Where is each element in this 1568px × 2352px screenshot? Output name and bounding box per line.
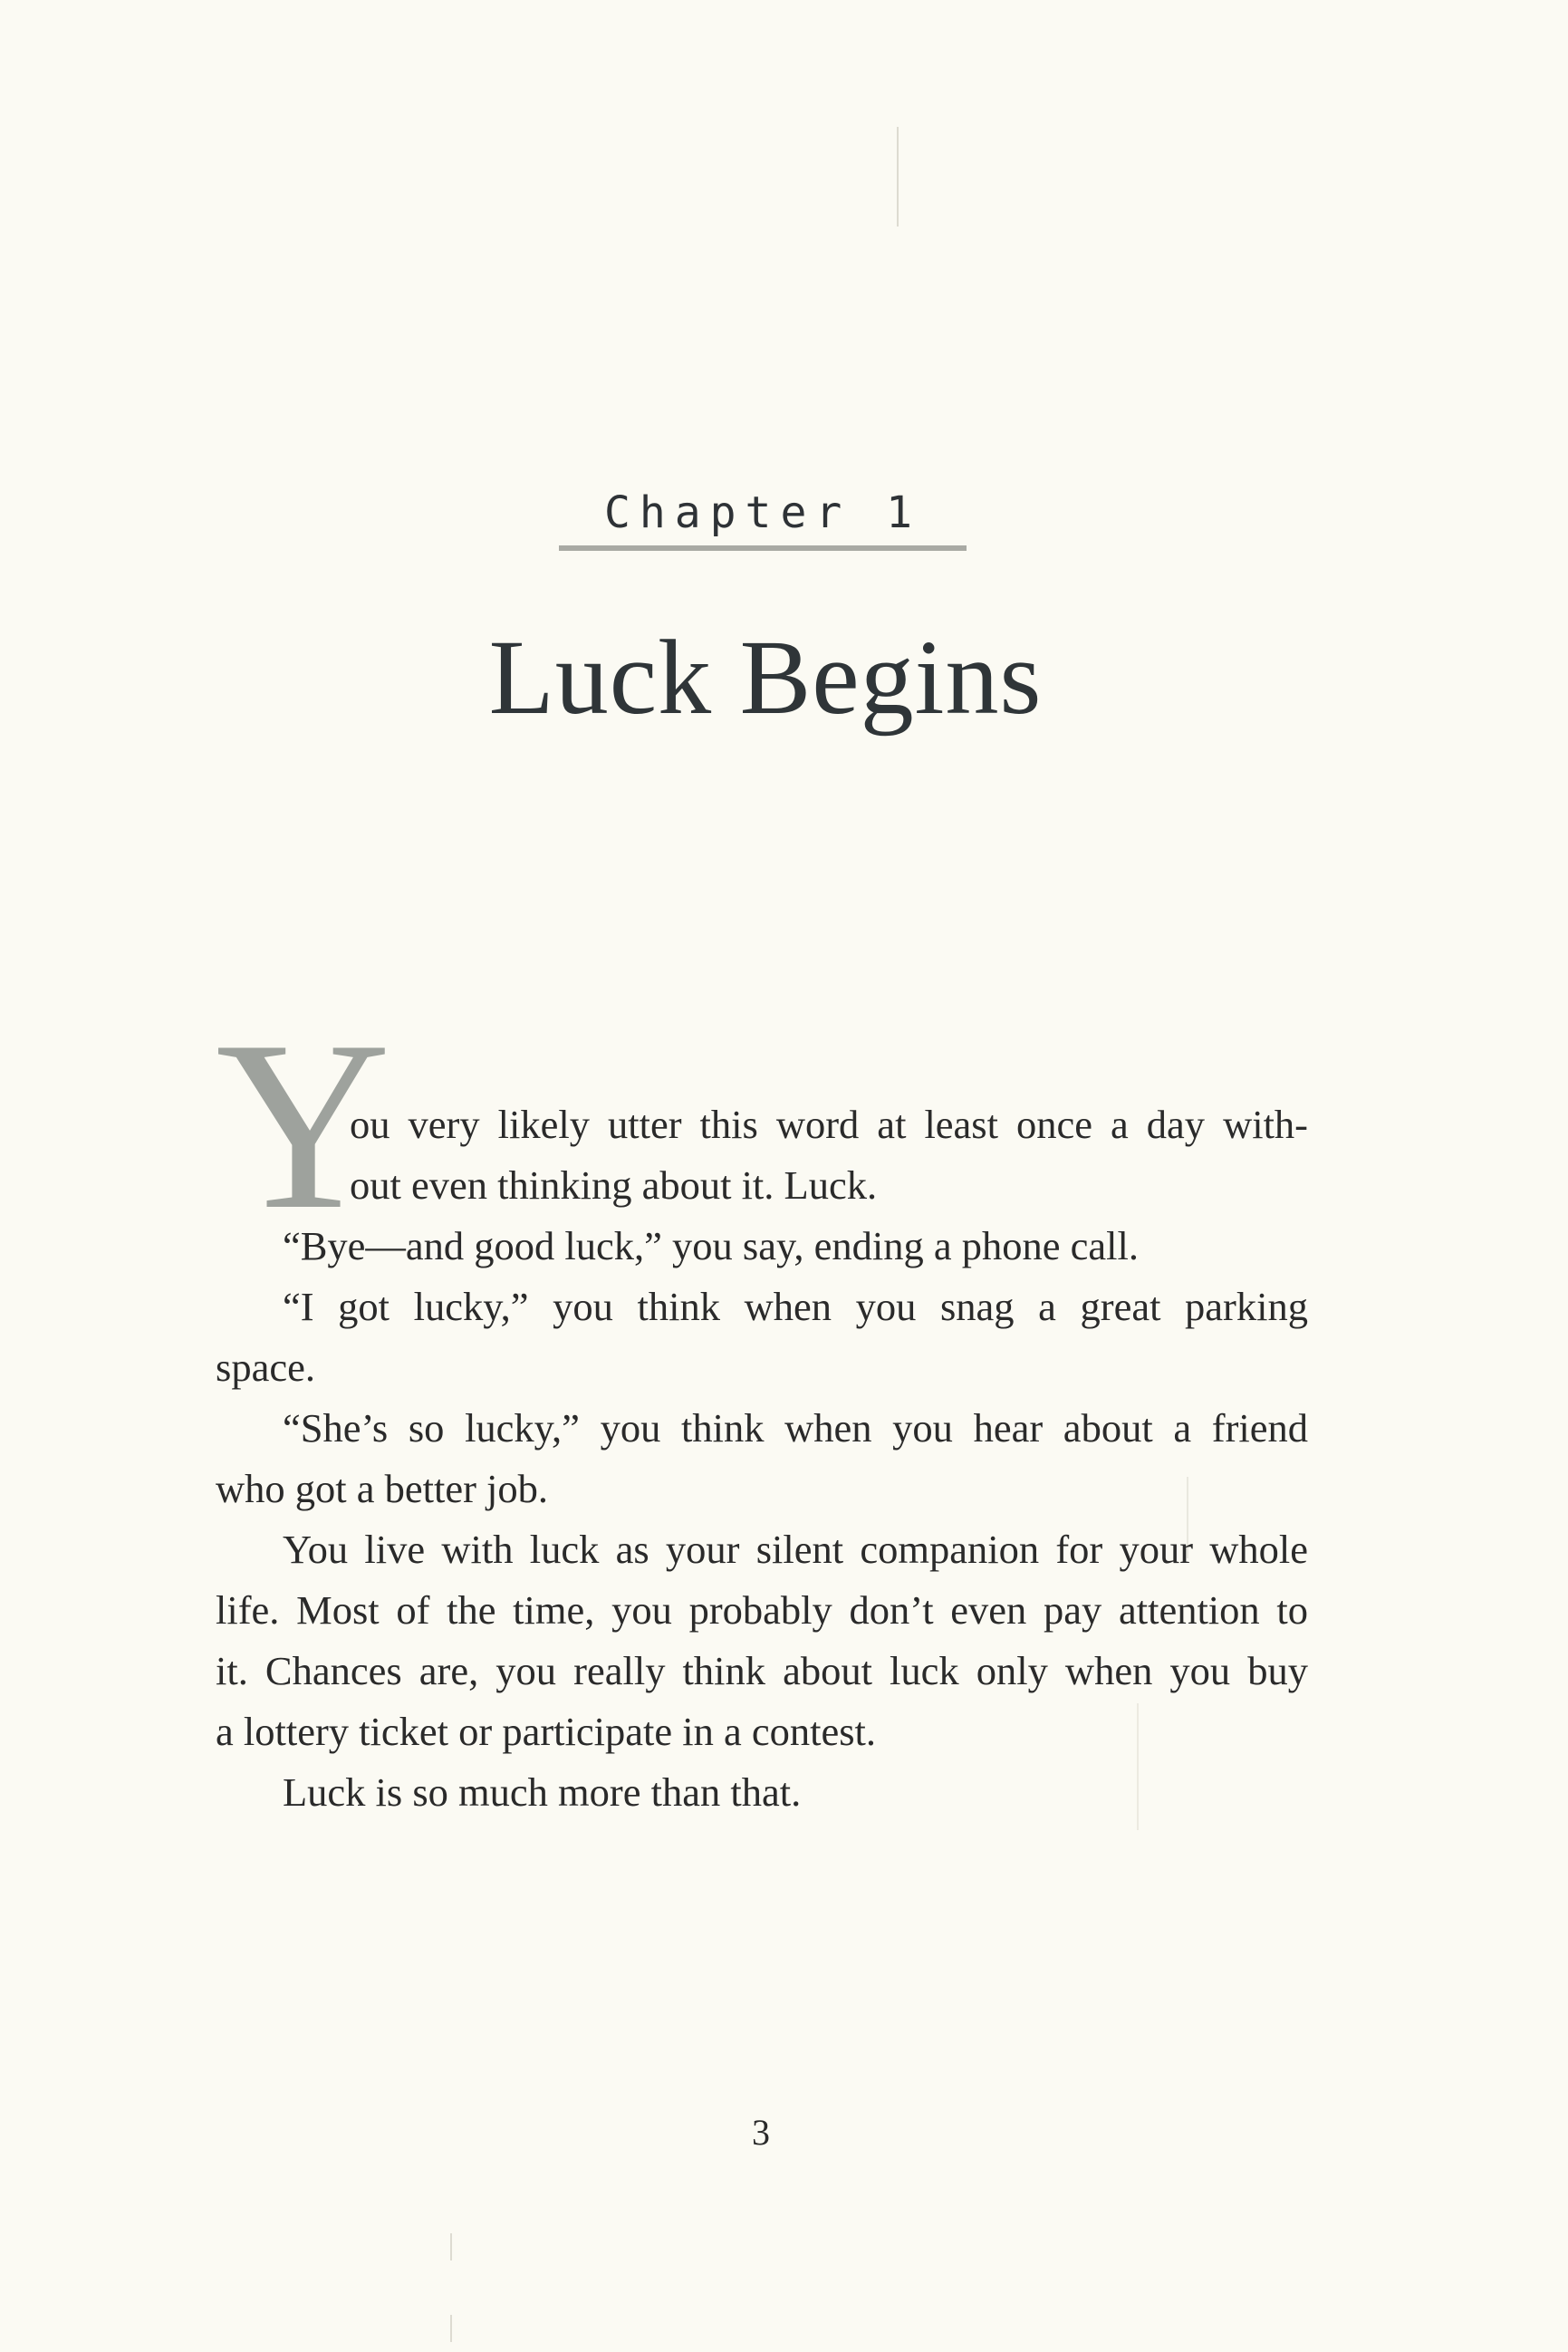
- scan-artifact: [1137, 1703, 1139, 1830]
- body-line: Luck is so much more than that.: [283, 1769, 802, 1815]
- body-line: out even thinking about it. Luck.: [350, 1162, 878, 1208]
- scan-artifact: [450, 2315, 452, 2342]
- body-line: “I got lucky,” you think when you snag a great parking: [283, 1284, 1308, 1329]
- body-line: “Bye—and good luck,” you say, ending a phone call.: [283, 1223, 1139, 1268]
- page-number: 3: [752, 2112, 770, 2153]
- scan-artifact: [897, 127, 899, 227]
- chapter-rule: [559, 545, 967, 551]
- body-line: “She’s so lucky,” you think when you hear about a friend: [283, 1405, 1308, 1451]
- body-line: life. Most of the time, you probably don’t even pay attention to: [216, 1587, 1308, 1633]
- body-line: it. Chances are, you really think about luck only when you buy: [216, 1648, 1308, 1693]
- body-line: You live with luck as your silent companion for your whole: [283, 1527, 1308, 1572]
- drop-cap: Y: [216, 990, 391, 1259]
- body-line: a lottery ticket or participate in a contest.: [216, 1709, 877, 1754]
- body-line: ou very likely utter this word at least once a day with-: [350, 1102, 1308, 1147]
- body-line: space.: [216, 1345, 315, 1390]
- body-line: who got a better job.: [216, 1466, 549, 1511]
- scan-artifact: [450, 2233, 452, 2260]
- chapter-label: Chapter 1: [603, 487, 922, 538]
- chapter-title: Luck Begins: [488, 618, 1043, 737]
